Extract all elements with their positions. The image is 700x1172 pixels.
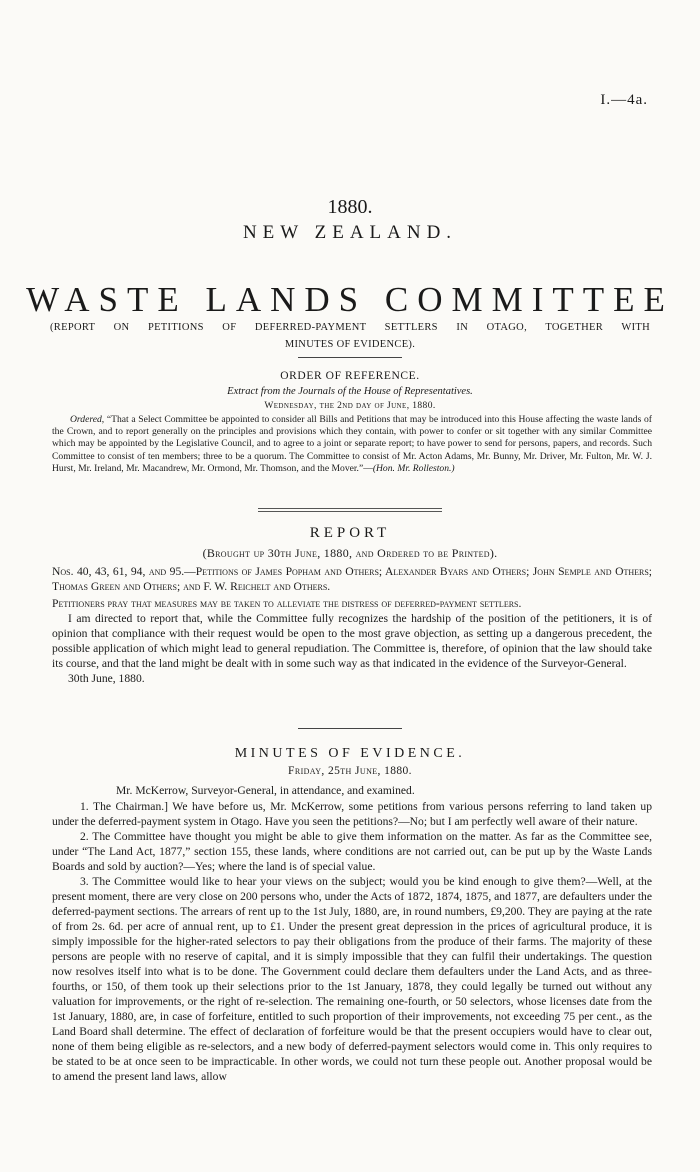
question-2-wrap: [52, 829, 652, 874]
minutes-date: Friday, 25th June, 1880.: [288, 765, 412, 777]
ordered-label: Ordered,: [70, 414, 105, 425]
document-title: WASTE LANDS COMMITTEE: [26, 280, 674, 319]
report-subheading: (Brought up 30th June, 1880, and Ordered to be Printed).: [202, 546, 498, 560]
order-body: “That a Select Committee be appointed to consider all Bills and Petitions that may be introduced into this House affecting the waste lands of the Crown, and to report generally on the principles and provisions which they contain, with power to confer or sit together with any similar Committee which may be appointed by the Legislative Council, and to agree to a joint or separate report; to have power to send for persons, papers, and records. Such Committee to consist of ten members; three to be a quorum. The Committee to consist of Mr. Acton Adams, Mr. Bunny, Mr. Driver, Mr. Fulton, Mr. W. J. Hurst, Mr. Ireland, Mr. Macandrew, Mr. Ormond, Mr. Thomson, and the Mover.”—: [52, 414, 652, 474]
report-finding: I am directed to report that, while the Committee fully recognizes the hardship of the position of the petitioners, it is of opinion that compliance with their request would be open to the most grave objection, as setting up a dangerous precedent, the possible application of which might lead to general repudiation. The Committee is, therefore, of opinion that the law should take its course, and that the land might be dealt with in some such way as that indicated in the evidence of the Surveyor-General.: [52, 612, 652, 670]
question-2: 2. The Committee have thought you might be able to give them information on the matter. As far as the Committee see, under “The Land Act, 1877,” section 155, these lands, where conditions are not carried out, can be put up by the Waste Lands Boards and sold by auction?—Yes; where the land is of special value.: [52, 830, 652, 873]
order-mover: (Hon. Mr. Rolleston.): [372, 462, 455, 474]
divider: [298, 357, 402, 358]
question-3-wrap: [52, 874, 652, 1084]
petitioners-prayer: Petitioners pray that measures may be taken to alleviate the distress of deferred-payment settlers.: [52, 597, 522, 610]
double-divider: [258, 508, 442, 512]
petition-numbers: Nos. 40, 43, 61, 94, and 95.—Petitions of James Popham and Others; Alexander Byars and Others; John Semple and Others; Thomas Green and Others; and F. W. Reichelt and Others.: [52, 565, 652, 593]
evidence-body: [52, 799, 652, 1084]
document-subtitle-line2: MINUTES OF EVIDENCE).: [284, 339, 416, 350]
journal-extract-line: Extract from the Journals of the House of Representatives.: [227, 386, 473, 397]
order-of-reference-heading: ORDER OF REFERENCE.: [280, 370, 420, 382]
order-of-reference-text: [52, 414, 652, 475]
witness-line-wrap: [52, 783, 652, 798]
page-reference: I.—4a.: [600, 92, 648, 108]
report-heading: REPORT: [309, 525, 391, 541]
question-3: 3. The Committee would like to hear your views on the subject; would you be kind enough to give them?—Well, at the present moment, there are very close on 200 persons who, under the Acts of 1872, 1874, 1875, and 1877, are defaulters under the deferred-payment sections. The arrears of rent up to the 1st July, 1880, are, in round numbers, £9,200. They are paying at the rate of from 2s. 6d. per acre of annual rent, up to £1. Under the present great depression in the prices of agricultural produce, it is simply impossible for the higher-rated selectors to pay their obligations from the produce of their farms. The majority of these persons are people with no reserve of capital, and it is simply impossible that they can fulfil their undertakings. The question now resolves itself into what is to be done. The Government could declare them defaulters under the Land Acts, and as three-fourths, or 150, of them took up their selections prior to the 1st January, 1878, they could legally be turned out without any valuation for improvements, or the right of re-selection. The remaining one-fourth, or 50 selectors, whose licenses date from the 1st January, 1880, are, in case of forfeiture, entitled to such proportion of their improvements, not exceeding 75 per cent., as the Land Board shall determine. The effect of declaration of forfeiture would be that the present occupiers would have to clear out, none of them being eligible as re-selectors, and a new body of deferred-payment selectors would come in. This only requires to be stated to be at once seen to be impracticable. In other words, we could not turn these people out. Another proposal would be to amend the present land laws, allow: [52, 875, 652, 1083]
question-1-wrap: [52, 799, 652, 829]
report-body: [52, 596, 652, 686]
question-1: 1. The Chairman.] We have before us, Mr. McKerrow, some petitions from various persons referring to land taken up under the deferred-payment system in Otago. Have you seen the petitions?—No; but I am perfectly well aware of their nature.: [52, 800, 652, 828]
witness-line: Mr. McKerrow, Surveyor-General, in attendance, and examined.: [116, 784, 415, 797]
document-country: NEW ZEALAND.: [242, 222, 458, 243]
report-date-wrap: [52, 671, 652, 686]
divider: [298, 728, 402, 729]
report-finding-wrap: [52, 611, 652, 671]
order-date: Wednesday, the 2nd day of June, 1880.: [264, 401, 436, 411]
document-subtitle-line1: (REPORT ON PETITIONS OF DEFERRED-PAYMENT SETTLERS IN OTAGO, TOGETHER WITH: [50, 322, 650, 333]
report-date: 30th June, 1880.: [68, 672, 145, 685]
document-year: 1880.: [327, 196, 373, 218]
minutes-heading: MINUTES OF EVIDENCE.: [234, 746, 466, 761]
